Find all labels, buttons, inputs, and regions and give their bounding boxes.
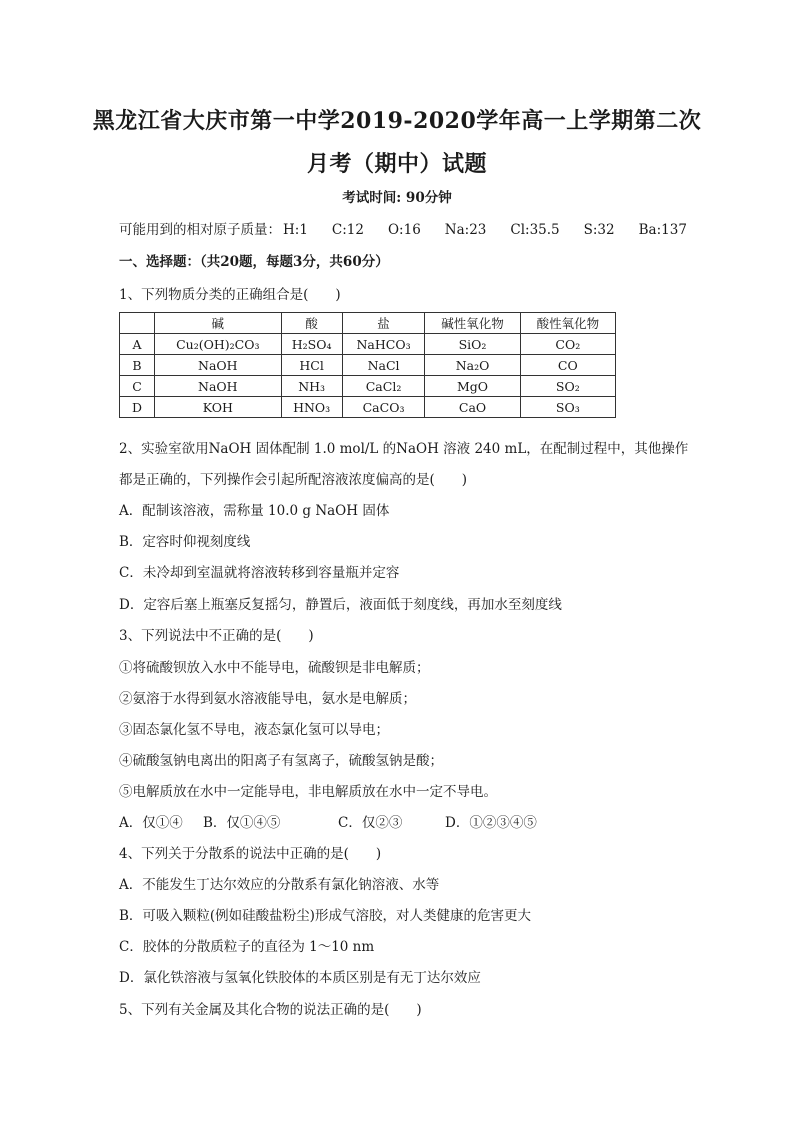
question-4-option-d: D．氯化铁溶液与氢氧化铁胶体的本质区别是有无丁达尔效应 [119, 970, 481, 986]
question-2-stem-line2: 都是正确的，下列操作会引起所配溶液浓度偏高的是( ) [119, 472, 468, 488]
table-cell: NaOH [155, 376, 282, 397]
question-2-option-a: A．配制该溶液，需称量 10.0 g NaOH 固体 [119, 503, 390, 519]
table-cell: HCl [281, 355, 342, 376]
table-row [120, 355, 616, 376]
question-4-stem: 4、下列关于分散系的说法中正确的是( ) [119, 846, 382, 862]
table-cell: SiO₂ [425, 334, 520, 355]
question-3-option-b: B．仅①④⑤ [203, 815, 281, 831]
question-3-options [119, 811, 537, 831]
question-1-stem: 1、下列物质分类的正确组合是( ) [119, 287, 341, 303]
atomic-mass-item: C:12 [331, 222, 364, 238]
question-2-option-d: D．定容后塞上瓶塞反复摇匀，静置后，液面低于刻度线，再加水至刻度线 [119, 597, 562, 613]
question-3-statement: ②氨溶于水得到氨水溶液能导电，氨水是电解质； [119, 691, 416, 707]
question-3-statement: ①将硫酸钡放入水中不能导电，硫酸钡是非电解质； [119, 660, 430, 676]
question-3-option-a: A．仅①④ [119, 815, 183, 831]
table-cell: CO [520, 355, 615, 376]
section-heading: 一、选择题：（共20题，每题3分，共60分） [119, 254, 389, 270]
atomic-mass-item: S:32 [583, 222, 615, 238]
question-3-statement: ④硫酸氢钠电离出的阳离子有氢离子，硫酸氢钠是酸； [119, 753, 443, 769]
table-cell: Na₂O [425, 355, 520, 376]
classification-table [119, 312, 616, 418]
table-cell: SO₃ [520, 397, 615, 418]
table-header-cell: 酸 [281, 313, 342, 334]
atomic-masses-label: 可能用到的相对原子质量： [119, 222, 281, 238]
table-header-cell: 盐 [342, 313, 425, 334]
table-cell: MgO [425, 376, 520, 397]
table-row [120, 397, 616, 418]
table-cell: B [120, 355, 155, 376]
table-cell: A [120, 334, 155, 355]
table-header-cell [120, 313, 155, 334]
table-row [120, 376, 616, 397]
atomic-mass-item: Cl:35.5 [510, 222, 560, 238]
table-cell: SO₂ [520, 376, 615, 397]
table-cell: CaCO₃ [342, 397, 425, 418]
atomic-mass-item: Na:23 [444, 222, 487, 238]
table-row [120, 334, 616, 355]
question-3-stem: 3、下列说法中不正确的是( ) [119, 628, 314, 644]
table-cell: NaCl [342, 355, 425, 376]
table-cell: NH₃ [281, 376, 342, 397]
question-2-option-c: C．未冷却到室温就将溶液转移到容量瓶并定容 [119, 565, 400, 581]
table-cell: CaCl₂ [342, 376, 425, 397]
question-3-statement: ③固态氯化氢不导电，液态氯化氢可以导电； [119, 722, 389, 738]
question-3-option-d: D．①②③④⑤ [445, 815, 537, 831]
exam-title-line1: 黑龙江省大庆市第一中学2019-2020学年高一上学期第二次 [92, 108, 702, 134]
question-4-option-c: C．胶体的分散质粒子的直径为 1～10 nm [119, 939, 375, 955]
question-3-option-c: C．仅②③ [338, 815, 403, 831]
atomic-mass-item: H:1 [283, 222, 308, 238]
table-cell: HNO₃ [281, 397, 342, 418]
question-2-option-b: B．定容时仰视刻度线 [119, 534, 251, 550]
table-cell: Cu₂(OH)₂CO₃ [155, 334, 282, 355]
table-cell: CaO [425, 397, 520, 418]
exam-time: 考试时间: 90分钟 [342, 190, 452, 206]
question-4-option-b: B．可吸入颗粒(例如硅酸盐粉尘)形成气溶胶，对人类健康的危害更大 [119, 908, 531, 924]
table-cell: KOH [155, 397, 282, 418]
table-cell: NaHCO₃ [342, 334, 425, 355]
table-header-row [120, 313, 616, 334]
table-cell: NaOH [155, 355, 282, 376]
table-cell: CO₂ [520, 334, 615, 355]
atomic-masses-line [119, 218, 711, 238]
table-header-cell: 碱 [155, 313, 282, 334]
exam-title-line2: 月考（期中）试题 [306, 151, 487, 177]
question-4-option-a: A．不能发生丁达尔效应的分散系有氯化钠溶液、水等 [119, 877, 440, 893]
table-header-cell: 酸性氧化物 [520, 313, 615, 334]
atomic-mass-item: O:16 [387, 222, 421, 238]
table-header-cell: 碱性氧化物 [425, 313, 520, 334]
question-5-stem: 5、下列有关金属及其化合物的说法正确的是( ) [119, 1002, 422, 1018]
question-3-statement: ⑤电解质放在水中一定能导电，非电解质放在水中一定不导电。 [119, 784, 497, 800]
atomic-mass-item: Ba:137 [638, 222, 687, 238]
table-cell: C [120, 376, 155, 397]
table-cell: D [120, 397, 155, 418]
question-2-stem-line1: 2、实验室欲用NaOH 固体配制 1.0 mol/L 的NaOH 溶液 240 mL，在配制过程中，其他操作 [119, 441, 689, 457]
table-cell: H₂SO₄ [281, 334, 342, 355]
